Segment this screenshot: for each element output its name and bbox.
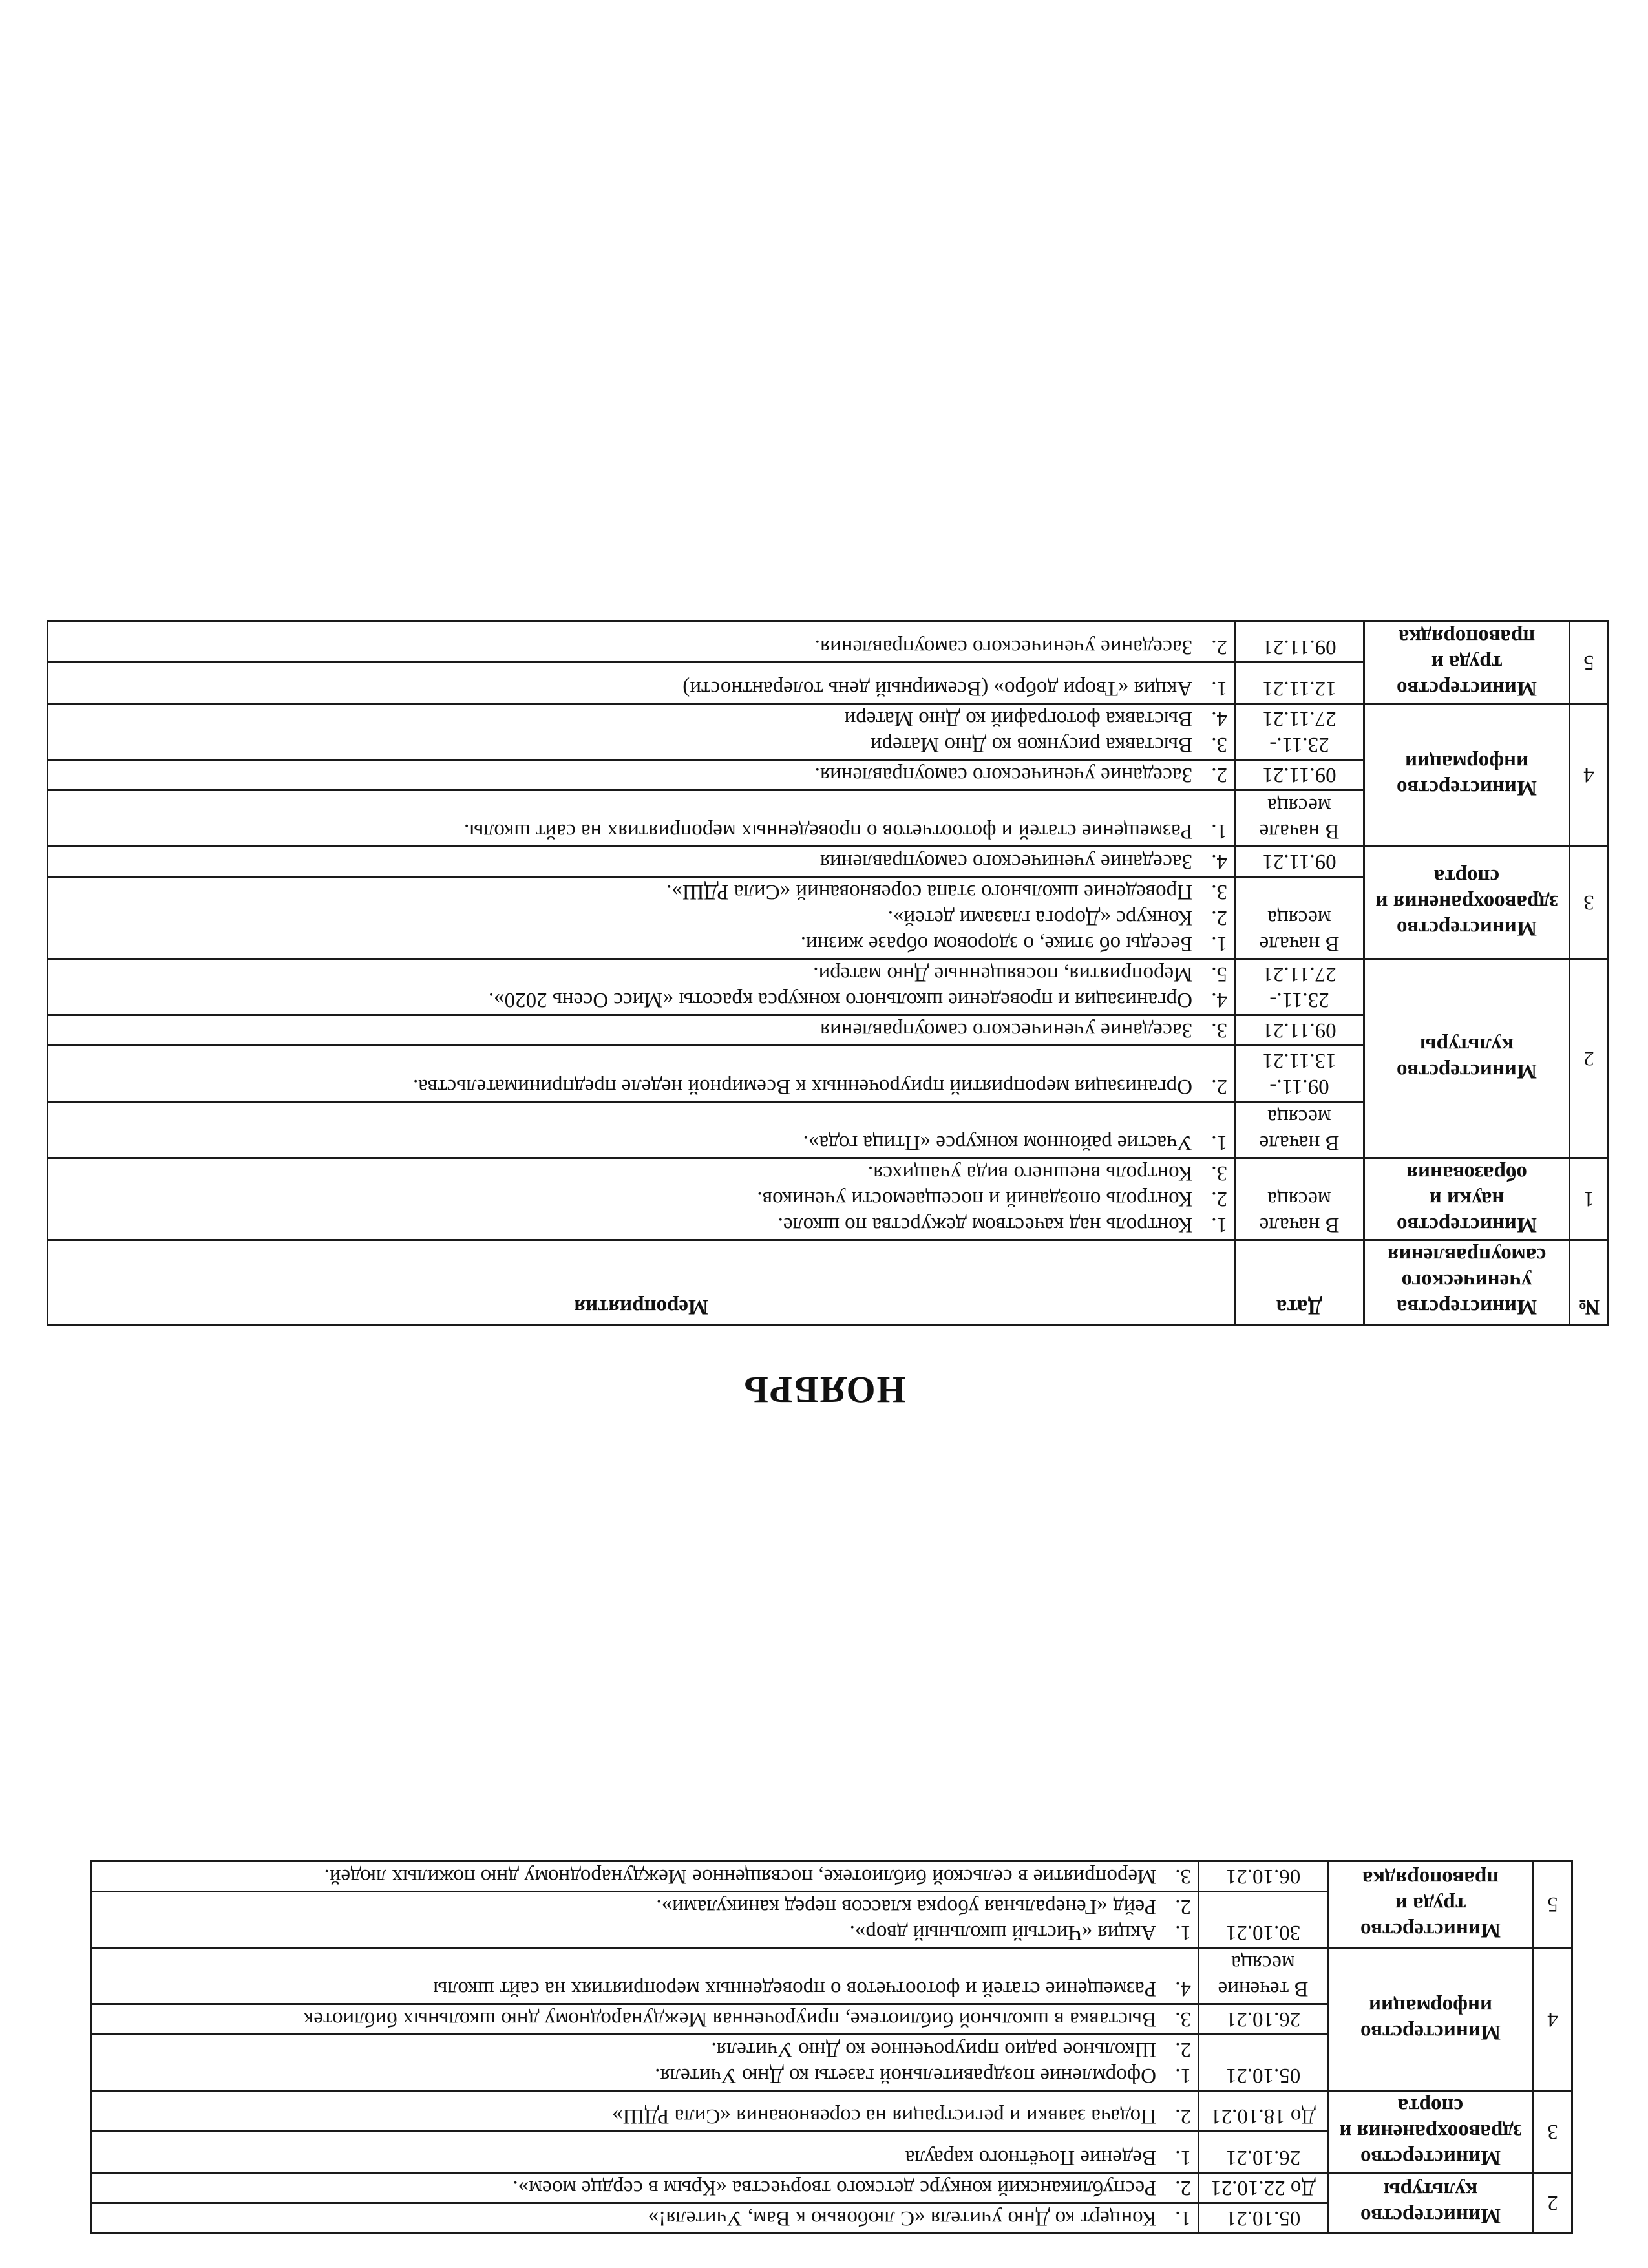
event-text: Рейд «Генеральная уборка классов перед каникулами». xyxy=(656,1895,1156,1918)
table-row xyxy=(92,2203,1572,2234)
event-item xyxy=(55,961,1227,987)
event-text: Организация мероприятий приуроченных к Всемирной неделе предпринимательства. xyxy=(413,1075,1192,1098)
event-item xyxy=(55,1074,1227,1099)
event-list xyxy=(48,1015,1235,1046)
event-date: В начале месяца xyxy=(1235,790,1364,847)
table-header-row xyxy=(48,1240,1609,1325)
november-plan-table xyxy=(47,620,1609,1326)
event-item xyxy=(55,987,1227,1013)
ministry-name: Министерство культуры xyxy=(1328,2173,1534,2234)
table-row xyxy=(48,1158,1609,1240)
header-ministry: Министерства ученического самоуправления xyxy=(1364,1240,1570,1325)
table-row xyxy=(92,2132,1572,2173)
event-text: Выставка фотографий ко Дню Матери xyxy=(844,707,1192,730)
event-list xyxy=(48,1046,1235,1102)
event-text: Подача заявки и регистрация на соревнования «Сила РДШ» xyxy=(612,2104,1156,2128)
event-date: 09.11.21 xyxy=(1235,622,1364,663)
event-item xyxy=(99,1863,1191,1889)
table-row xyxy=(48,790,1609,847)
ministry-name: Министерство здравоохранения и спорта xyxy=(1364,847,1570,959)
event-number: 4. xyxy=(1211,707,1227,730)
event-date: 09.11.21 xyxy=(1235,847,1364,877)
event-number: 3. xyxy=(1175,1865,1191,1888)
event-list xyxy=(48,790,1235,847)
event-date: 23.11.- 27.11.21 xyxy=(1235,704,1364,760)
event-item xyxy=(99,2175,1191,2201)
event-item xyxy=(99,1894,1191,1920)
row-number: 4 xyxy=(1534,1948,1572,2091)
event-item xyxy=(55,1160,1227,1186)
event-list xyxy=(48,662,1235,704)
event-item xyxy=(99,2104,1191,2130)
table-row xyxy=(48,877,1609,959)
ministry-name: Министерство труда и правопорядка xyxy=(1364,622,1570,704)
event-number: 1. xyxy=(1175,1921,1191,1944)
event-number: 3. xyxy=(1211,733,1227,756)
event-text: Выставка в школьной библиотеке, приуроченная Международному дню школьных библиотек xyxy=(303,2008,1156,2031)
event-number: 1. xyxy=(1211,932,1227,955)
event-number: 3. xyxy=(1211,1161,1227,1185)
event-date: В начале месяца xyxy=(1235,1158,1364,1240)
event-text: Участие районном конкурсе «Птица года». xyxy=(803,1131,1192,1154)
row-number: 2 xyxy=(1570,959,1609,1158)
table-row xyxy=(48,662,1609,704)
event-number: 1. xyxy=(1175,2146,1191,2169)
event-item xyxy=(55,706,1227,732)
event-text: Школьное радио приуроченное ко Дню Учителя. xyxy=(711,2038,1156,2061)
row-number: 4 xyxy=(1570,704,1609,847)
event-text: Заседание ученического самоуправления xyxy=(819,850,1192,873)
event-number: 1. xyxy=(1175,2064,1191,2087)
event-date: 09.11.21 xyxy=(1235,1015,1364,1046)
month-title: НОЯБРЬ xyxy=(742,1369,906,1411)
event-list xyxy=(48,1158,1235,1240)
event-text: Заседание ученического самоуправления. xyxy=(814,635,1192,659)
event-number: 2. xyxy=(1211,1187,1227,1211)
event-number: 5. xyxy=(1211,962,1227,986)
event-number: 2. xyxy=(1211,763,1227,787)
event-list xyxy=(92,2173,1199,2203)
event-text: Республиканский конкурс детского творчества «Крым в сердце моем». xyxy=(512,2176,1156,2199)
event-list xyxy=(92,2203,1199,2234)
event-number: 2. xyxy=(1175,2038,1191,2061)
event-number: 1. xyxy=(1175,2207,1191,2230)
october-plan-table xyxy=(90,1860,1573,2234)
event-text: Ведение Почётного караула xyxy=(905,2146,1156,2169)
event-list xyxy=(92,1948,1199,2004)
event-number: 2. xyxy=(1211,906,1227,929)
event-text: Беседы об этике, о здоровом образе жизни. xyxy=(800,932,1192,955)
event-number: 2. xyxy=(1211,635,1227,659)
event-text: Акция «Чистый школьный двор». xyxy=(849,1921,1156,1944)
ministry-name: Министерство информации xyxy=(1328,1948,1534,2091)
event-list xyxy=(92,2132,1199,2173)
event-number: 4. xyxy=(1175,1977,1191,2000)
row-number: 2 xyxy=(1534,2173,1572,2234)
event-list xyxy=(48,1102,1235,1158)
event-date: 09.11.- 13.11.21 xyxy=(1235,1046,1364,1102)
event-text: Размещение статей и фотоотчетов о проведенных мероприятиях на сайт школы xyxy=(433,1977,1156,2000)
event-date: В начале месяца xyxy=(1235,877,1364,959)
event-number: 3. xyxy=(1175,2008,1191,2031)
row-number: 3 xyxy=(1570,847,1609,959)
row-number: 1 xyxy=(1570,1158,1609,1240)
event-item xyxy=(55,1130,1227,1156)
ministry-name: Министерство науки и образования xyxy=(1364,1158,1570,1240)
ministry-name: Министерство информации xyxy=(1364,704,1570,847)
event-list xyxy=(92,2091,1199,2132)
event-date: В начале месяца xyxy=(1235,1102,1364,1158)
event-date: 26.10.21 xyxy=(1199,2132,1328,2173)
event-number: 1. xyxy=(1211,677,1227,700)
event-date: 12.11.21 xyxy=(1235,662,1364,704)
event-list xyxy=(48,959,1235,1015)
event-list xyxy=(92,1892,1199,1948)
event-number: 4. xyxy=(1211,988,1227,1012)
table-row xyxy=(48,1102,1609,1158)
event-item xyxy=(99,2062,1191,2088)
ministry-name: Министерство здравоохранения и спорта xyxy=(1328,2091,1534,2173)
event-text: Конкурс «Дорога глазами детей». xyxy=(887,906,1192,929)
event-item xyxy=(55,849,1227,874)
event-list xyxy=(48,622,1235,663)
event-list xyxy=(92,2004,1199,2035)
event-item xyxy=(55,1212,1227,1238)
event-list xyxy=(48,877,1235,959)
event-item xyxy=(55,931,1227,957)
ministry-name: Министерство труда и правопорядка xyxy=(1328,1861,1534,1948)
event-text: Заседание ученического самоуправления xyxy=(819,1019,1192,1042)
event-text: Акция «Твори добро» (Всемирный день толерантности) xyxy=(682,677,1192,700)
event-list xyxy=(92,1861,1199,1892)
event-item xyxy=(55,1186,1227,1212)
event-item xyxy=(55,1017,1227,1043)
ministry-name: Министерство культуры xyxy=(1364,959,1570,1158)
event-number: 2. xyxy=(1175,2176,1191,2199)
event-date: 30.10.21 xyxy=(1199,1892,1328,1948)
row-number: 5 xyxy=(1534,1861,1572,1948)
event-item xyxy=(99,1976,1191,2002)
header-date: Дата xyxy=(1235,1240,1364,1325)
event-text: Концерт ко Дню учителя «С любовью к Вам, Учителя!» xyxy=(648,2207,1156,2230)
event-text: Мероприятие в сельской библиотеке, посвященное Международному дню пожилых людей. xyxy=(324,1865,1156,1888)
event-text: Мероприятия, посвященные Дню матери. xyxy=(813,962,1192,986)
event-item xyxy=(55,818,1227,844)
event-number: 2. xyxy=(1175,1895,1191,1918)
event-item xyxy=(55,635,1227,661)
event-item xyxy=(55,675,1227,701)
event-item xyxy=(55,732,1227,758)
event-text: Выставка рисунков ко Дню Матери xyxy=(870,733,1192,756)
event-item xyxy=(99,2205,1191,2231)
event-number: 1. xyxy=(1211,1131,1227,1154)
row-number: 5 xyxy=(1570,622,1609,704)
event-text: Организация и проведение школьного конкурса красоты «Мисс Осень 2020». xyxy=(488,988,1192,1012)
event-number: 2. xyxy=(1175,2104,1191,2128)
event-date: 26.10.21 xyxy=(1199,2004,1328,2035)
row-number: 3 xyxy=(1534,2091,1572,2173)
event-date: 05.10.21 xyxy=(1199,2035,1328,2091)
event-item xyxy=(99,2037,1191,2062)
event-list xyxy=(48,704,1235,760)
event-text: Контроль над качеством дежурства по школе. xyxy=(777,1213,1192,1236)
event-date: До 22.10.21 xyxy=(1199,2173,1328,2203)
event-list xyxy=(48,847,1235,877)
event-date: 05.10.21 xyxy=(1199,2203,1328,2234)
event-text: Проведение школьного этапа соревнований «Сила РДШ». xyxy=(666,880,1192,904)
event-number: 2. xyxy=(1211,1075,1227,1098)
header-num: № xyxy=(1570,1240,1609,1325)
table-row xyxy=(92,2035,1572,2091)
event-date: 06.10.21 xyxy=(1199,1861,1328,1892)
event-text: Заседание ученического самоуправления. xyxy=(814,763,1192,787)
event-number: 3. xyxy=(1211,1019,1227,1042)
event-item xyxy=(99,1920,1191,1945)
event-item xyxy=(55,905,1227,931)
event-list xyxy=(92,2035,1199,2091)
event-date: 09.11.21 xyxy=(1235,760,1364,790)
event-number: 1. xyxy=(1211,820,1227,843)
event-number: 1. xyxy=(1211,1213,1227,1236)
event-date: В течение месяца xyxy=(1199,1948,1328,2004)
event-item xyxy=(55,879,1227,905)
header-events: Мероприятия xyxy=(48,1240,1235,1325)
event-date: До 18.10.21 xyxy=(1199,2091,1328,2132)
event-item xyxy=(99,2006,1191,2032)
event-date: 23.11.- 27.11.21 xyxy=(1235,959,1364,1015)
event-text: Контроль опозданий и посещаемости учеников. xyxy=(757,1187,1192,1211)
event-list xyxy=(48,760,1235,790)
event-number: 4. xyxy=(1211,850,1227,873)
event-text: Оформление поздравительной газеты ко Дню Учителя. xyxy=(655,2064,1156,2087)
table-row xyxy=(92,1892,1572,1948)
event-text: Размещение статей и фотоотчетов о проведенных мероприятиях на сайт школы. xyxy=(463,820,1192,843)
event-number: 3. xyxy=(1211,880,1227,904)
event-text: Контроль внешнего вида учащихся. xyxy=(867,1161,1192,1185)
event-item xyxy=(55,762,1227,788)
event-item xyxy=(99,2145,1191,2170)
